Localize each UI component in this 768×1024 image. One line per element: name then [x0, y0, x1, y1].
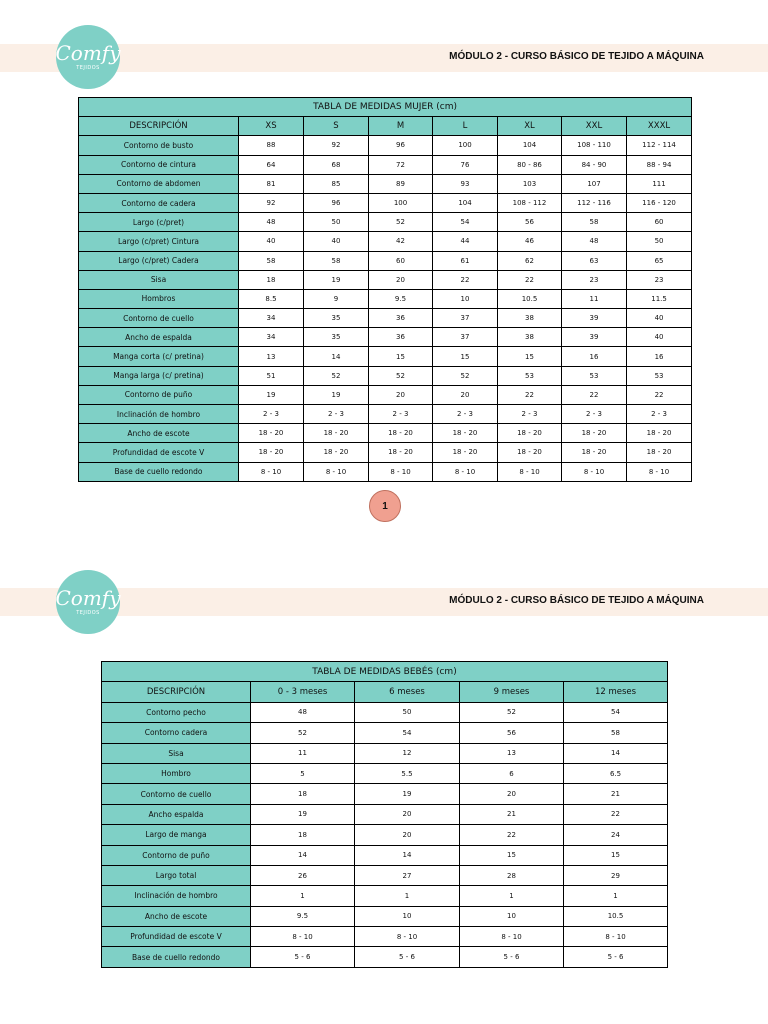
page-number-badge: 1 [369, 490, 401, 522]
women-value-cell: 42 [369, 232, 433, 251]
baby-table-row [102, 865, 668, 885]
women-value-cell: 38 [498, 309, 562, 328]
women-row-label: Ancho de escote [79, 424, 239, 443]
women-value-cell: 18 - 20 [433, 424, 498, 443]
women-value-cell: 58 [304, 251, 369, 270]
women-value-cell: 48 [239, 213, 304, 232]
women-value-cell: 34 [239, 328, 304, 347]
women-value-cell: 89 [369, 174, 433, 193]
baby-value-cell: 18 [251, 784, 355, 804]
women-value-cell: 60 [627, 213, 692, 232]
baby-value-cell: 18 [251, 825, 355, 845]
baby-value-cell: 28 [460, 865, 564, 885]
women-row-label: Base de cuello redondo [79, 462, 239, 481]
women-value-cell: 18 - 20 [562, 424, 627, 443]
women-value-cell: 38 [498, 328, 562, 347]
baby-value-cell: 54 [564, 702, 668, 722]
women-value-cell: 40 [627, 328, 692, 347]
women-value-cell: 20 [369, 385, 433, 404]
women-value-cell: 104 [498, 136, 562, 155]
women-value-cell: 92 [239, 193, 304, 212]
baby-value-cell: 9.5 [251, 906, 355, 926]
women-value-cell: 52 [304, 366, 369, 385]
women-table-row [79, 328, 692, 347]
baby-row-label: Contorno de puño [102, 845, 251, 865]
women-table-header-row [79, 117, 692, 136]
women-value-cell: 112 - 114 [627, 136, 692, 155]
page2-logo-text: Comfy [55, 586, 121, 610]
baby-value-cell: 1 [460, 886, 564, 906]
women-value-cell: 18 [239, 270, 304, 289]
women-row-label: Largo (c/pret) Cintura [79, 232, 239, 251]
women-table-row [79, 366, 692, 385]
women-value-cell: 48 [562, 232, 627, 251]
women-value-cell: 22 [562, 385, 627, 404]
women-value-cell: 22 [433, 270, 498, 289]
women-value-cell: 13 [239, 347, 304, 366]
baby-table-row [102, 906, 668, 926]
baby-value-cell: 22 [564, 804, 668, 824]
women-value-cell: 53 [562, 366, 627, 385]
women-value-cell: 107 [562, 174, 627, 193]
baby-value-cell: 50 [355, 702, 460, 722]
baby-value-cell: 5 - 6 [564, 947, 668, 967]
baby-row-label: Profundidad de escote V [102, 927, 251, 947]
women-row-label: Contorno de puño [79, 385, 239, 404]
women-value-cell: 85 [304, 174, 369, 193]
women-value-cell: 22 [498, 270, 562, 289]
baby-value-cell: 54 [355, 723, 460, 743]
baby-row-label: Base de cuello redondo [102, 947, 251, 967]
baby-value-cell: 1 [251, 886, 355, 906]
women-value-cell: 22 [627, 385, 692, 404]
page1-header-title: MÓDULO 2 - CURSO BÁSICO DE TEJIDO A MÁQUINA [449, 51, 704, 62]
women-value-cell: 63 [562, 251, 627, 270]
women-row-label: Largo (c/pret) Cadera [79, 251, 239, 270]
baby-table-row [102, 784, 668, 804]
women-value-cell: 51 [239, 366, 304, 385]
baby-value-cell: 20 [355, 804, 460, 824]
baby-value-cell: 5 - 6 [355, 947, 460, 967]
women-value-cell: 18 - 20 [304, 424, 369, 443]
women-value-cell: 19 [304, 385, 369, 404]
women-value-cell: 93 [433, 174, 498, 193]
women-table-row [79, 155, 692, 174]
women-table-row [79, 309, 692, 328]
women-value-cell: 9 [304, 289, 369, 308]
women-table-row [79, 424, 692, 443]
baby-table-row [102, 845, 668, 865]
baby-table-row [102, 825, 668, 845]
baby-value-cell: 5 - 6 [460, 947, 564, 967]
women-value-cell: 50 [304, 213, 369, 232]
women-value-cell: 36 [369, 328, 433, 347]
page1-logo-text: Comfy [55, 41, 121, 65]
women-table-row [79, 213, 692, 232]
baby-table-row [102, 927, 668, 947]
women-table-row [79, 174, 692, 193]
baby-value-cell: 12 [355, 743, 460, 763]
women-measurements-table [78, 97, 692, 482]
baby-value-cell: 1 [355, 886, 460, 906]
women-row-label: Contorno de abdomen [79, 174, 239, 193]
women-column-header: XXXL [627, 117, 692, 136]
page2-logo [56, 570, 120, 634]
women-value-cell: 18 - 20 [562, 443, 627, 462]
women-row-label: Manga corta (c/ pretina) [79, 347, 239, 366]
baby-value-cell: 14 [564, 743, 668, 763]
baby-row-label: Hombro [102, 763, 251, 783]
baby-value-cell: 6.5 [564, 763, 668, 783]
women-value-cell: 84 - 90 [562, 155, 627, 174]
women-value-cell: 61 [433, 251, 498, 270]
women-value-cell: 68 [304, 155, 369, 174]
baby-table-title: TABLA DE MEDIDAS BEBÉS (cm) [102, 662, 668, 682]
women-value-cell: 104 [433, 193, 498, 212]
women-column-header: XS [239, 117, 304, 136]
women-table-row [79, 443, 692, 462]
baby-value-cell: 5 - 6 [251, 947, 355, 967]
baby-table-row [102, 743, 668, 763]
women-column-header: S [304, 117, 369, 136]
women-column-header: XL [498, 117, 562, 136]
baby-value-cell: 6 [460, 763, 564, 783]
women-row-label: Contorno de cadera [79, 193, 239, 212]
women-value-cell: 92 [304, 136, 369, 155]
women-value-cell: 18 - 20 [239, 424, 304, 443]
women-row-label: Largo (c/pret) [79, 213, 239, 232]
women-value-cell: 20 [369, 270, 433, 289]
women-value-cell: 10 [433, 289, 498, 308]
baby-value-cell: 22 [460, 825, 564, 845]
women-value-cell: 111 [627, 174, 692, 193]
women-value-cell: 8 - 10 [627, 462, 692, 481]
women-value-cell: 80 - 86 [498, 155, 562, 174]
women-value-cell: 18 - 20 [369, 443, 433, 462]
women-value-cell: 44 [433, 232, 498, 251]
women-value-cell: 64 [239, 155, 304, 174]
women-table-row [79, 232, 692, 251]
women-value-cell: 19 [239, 385, 304, 404]
baby-value-cell: 20 [355, 825, 460, 845]
baby-value-cell: 24 [564, 825, 668, 845]
women-value-cell: 18 - 20 [627, 443, 692, 462]
women-column-header: DESCRIPCIÓN [79, 117, 239, 136]
women-value-cell: 35 [304, 309, 369, 328]
women-table-title: TABLA DE MEDIDAS MUJER (cm) [79, 98, 692, 117]
women-value-cell: 88 [239, 136, 304, 155]
baby-value-cell: 21 [460, 804, 564, 824]
women-value-cell: 15 [369, 347, 433, 366]
women-value-cell: 39 [562, 309, 627, 328]
women-value-cell: 8 - 10 [498, 462, 562, 481]
baby-value-cell: 13 [460, 743, 564, 763]
women-value-cell: 2 - 3 [627, 405, 692, 424]
women-value-cell: 23 [627, 270, 692, 289]
baby-value-cell: 5.5 [355, 763, 460, 783]
baby-table-row [102, 947, 668, 967]
baby-value-cell: 5 [251, 763, 355, 783]
women-row-label: Profundidad de escote V [79, 443, 239, 462]
women-row-label: Inclinación de hombro [79, 405, 239, 424]
women-value-cell: 18 - 20 [304, 443, 369, 462]
women-value-cell: 34 [239, 309, 304, 328]
women-value-cell: 72 [369, 155, 433, 174]
women-table-row [79, 405, 692, 424]
baby-row-label: Contorno cadera [102, 723, 251, 743]
page1-logo [56, 25, 120, 89]
women-value-cell: 40 [304, 232, 369, 251]
women-value-cell: 50 [627, 232, 692, 251]
women-value-cell: 56 [498, 213, 562, 232]
women-value-cell: 76 [433, 155, 498, 174]
women-value-cell: 10.5 [498, 289, 562, 308]
women-value-cell: 37 [433, 309, 498, 328]
women-value-cell: 58 [239, 251, 304, 270]
women-value-cell: 14 [304, 347, 369, 366]
baby-value-cell: 19 [251, 804, 355, 824]
women-value-cell: 100 [433, 136, 498, 155]
baby-value-cell: 1 [564, 886, 668, 906]
baby-value-cell: 27 [355, 865, 460, 885]
baby-value-cell: 14 [251, 845, 355, 865]
women-value-cell: 116 - 120 [627, 193, 692, 212]
women-row-label: Contorno de cintura [79, 155, 239, 174]
women-value-cell: 18 - 20 [239, 443, 304, 462]
women-value-cell: 2 - 3 [239, 405, 304, 424]
women-row-label: Contorno de busto [79, 136, 239, 155]
baby-value-cell: 14 [355, 845, 460, 865]
baby-column-header: 0 - 3 meses [251, 682, 355, 702]
baby-value-cell: 8 - 10 [355, 927, 460, 947]
women-table-row [79, 136, 692, 155]
women-value-cell: 18 - 20 [627, 424, 692, 443]
baby-table-row [102, 763, 668, 783]
women-value-cell: 8 - 10 [562, 462, 627, 481]
baby-value-cell: 56 [460, 723, 564, 743]
women-value-cell: 8 - 10 [433, 462, 498, 481]
women-table-row [79, 193, 692, 212]
women-value-cell: 20 [433, 385, 498, 404]
women-row-label: Manga larga (c/ pretina) [79, 366, 239, 385]
baby-table-row [102, 723, 668, 743]
women-value-cell: 18 - 20 [498, 424, 562, 443]
women-value-cell: 8 - 10 [304, 462, 369, 481]
women-value-cell: 96 [369, 136, 433, 155]
women-value-cell: 60 [369, 251, 433, 270]
women-value-cell: 16 [562, 347, 627, 366]
women-value-cell: 40 [627, 309, 692, 328]
women-value-cell: 23 [562, 270, 627, 289]
baby-column-header: 6 meses [355, 682, 460, 702]
women-value-cell: 22 [498, 385, 562, 404]
women-row-label: Sisa [79, 270, 239, 289]
women-value-cell: 18 - 20 [498, 443, 562, 462]
women-value-cell: 18 - 20 [433, 443, 498, 462]
baby-row-label: Sisa [102, 743, 251, 763]
women-value-cell: 96 [304, 193, 369, 212]
baby-value-cell: 10 [355, 906, 460, 926]
women-value-cell: 2 - 3 [498, 405, 562, 424]
baby-value-cell: 21 [564, 784, 668, 804]
women-table-row [79, 289, 692, 308]
women-value-cell: 11 [562, 289, 627, 308]
women-row-label: Hombros [79, 289, 239, 308]
baby-row-label: Contorno pecho [102, 702, 251, 722]
baby-table-row [102, 886, 668, 906]
baby-value-cell: 8 - 10 [251, 927, 355, 947]
baby-table-row [102, 702, 668, 722]
baby-value-cell: 52 [460, 702, 564, 722]
women-row-label: Contorno de cuello [79, 309, 239, 328]
women-value-cell: 39 [562, 328, 627, 347]
women-value-cell: 36 [369, 309, 433, 328]
baby-value-cell: 26 [251, 865, 355, 885]
women-value-cell: 112 - 116 [562, 193, 627, 212]
page2-header-title: MÓDULO 2 - CURSO BÁSICO DE TEJIDO A MÁQUINA [449, 595, 704, 606]
baby-value-cell: 48 [251, 702, 355, 722]
women-value-cell: 52 [369, 213, 433, 232]
baby-value-cell: 15 [564, 845, 668, 865]
baby-row-label: Ancho de escote [102, 906, 251, 926]
women-value-cell: 108 - 112 [498, 193, 562, 212]
women-value-cell: 88 - 94 [627, 155, 692, 174]
baby-value-cell: 8 - 10 [460, 927, 564, 947]
women-table-row [79, 385, 692, 404]
baby-table-row [102, 804, 668, 824]
baby-value-cell: 10.5 [564, 906, 668, 926]
baby-column-header: DESCRIPCIÓN [102, 682, 251, 702]
women-column-header: XXL [562, 117, 627, 136]
women-value-cell: 2 - 3 [304, 405, 369, 424]
women-row-label: Ancho de espalda [79, 328, 239, 347]
women-value-cell: 52 [369, 366, 433, 385]
women-table-row [79, 251, 692, 270]
baby-row-label: Ancho espalda [102, 804, 251, 824]
women-value-cell: 81 [239, 174, 304, 193]
women-value-cell: 18 - 20 [369, 424, 433, 443]
baby-value-cell: 11 [251, 743, 355, 763]
baby-measurements-table [101, 661, 668, 968]
women-value-cell: 2 - 3 [433, 405, 498, 424]
women-value-cell: 35 [304, 328, 369, 347]
women-value-cell: 46 [498, 232, 562, 251]
women-value-cell: 37 [433, 328, 498, 347]
women-value-cell: 62 [498, 251, 562, 270]
women-value-cell: 8 - 10 [239, 462, 304, 481]
women-column-header: L [433, 117, 498, 136]
baby-table-header-row [102, 682, 668, 702]
women-value-cell: 19 [304, 270, 369, 289]
baby-column-header: 12 meses [564, 682, 668, 702]
women-value-cell: 53 [498, 366, 562, 385]
baby-value-cell: 58 [564, 723, 668, 743]
women-value-cell: 52 [433, 366, 498, 385]
women-value-cell: 2 - 3 [562, 405, 627, 424]
page2-logo-subtext: TEJIDOS [76, 610, 100, 616]
women-value-cell: 15 [433, 347, 498, 366]
baby-value-cell: 19 [355, 784, 460, 804]
women-value-cell: 16 [627, 347, 692, 366]
baby-row-label: Contorno de cuello [102, 784, 251, 804]
women-value-cell: 15 [498, 347, 562, 366]
baby-column-header: 9 meses [460, 682, 564, 702]
baby-value-cell: 52 [251, 723, 355, 743]
baby-row-label: Inclinación de hombro [102, 886, 251, 906]
women-value-cell: 54 [433, 213, 498, 232]
women-value-cell: 9.5 [369, 289, 433, 308]
baby-value-cell: 20 [460, 784, 564, 804]
women-value-cell: 40 [239, 232, 304, 251]
women-value-cell: 8 - 10 [369, 462, 433, 481]
baby-row-label: Largo de manga [102, 825, 251, 845]
women-value-cell: 53 [627, 366, 692, 385]
baby-row-label: Largo total [102, 865, 251, 885]
women-value-cell: 108 - 110 [562, 136, 627, 155]
women-table-row [79, 347, 692, 366]
women-value-cell: 103 [498, 174, 562, 193]
baby-value-cell: 29 [564, 865, 668, 885]
women-value-cell: 58 [562, 213, 627, 232]
women-value-cell: 2 - 3 [369, 405, 433, 424]
women-value-cell: 8.5 [239, 289, 304, 308]
women-value-cell: 100 [369, 193, 433, 212]
women-table-row [79, 462, 692, 481]
baby-value-cell: 10 [460, 906, 564, 926]
women-table-row [79, 270, 692, 289]
women-value-cell: 65 [627, 251, 692, 270]
women-column-header: M [369, 117, 433, 136]
women-value-cell: 11.5 [627, 289, 692, 308]
baby-value-cell: 8 - 10 [564, 927, 668, 947]
page1-logo-subtext: TEJIDOS [76, 65, 100, 71]
baby-value-cell: 15 [460, 845, 564, 865]
